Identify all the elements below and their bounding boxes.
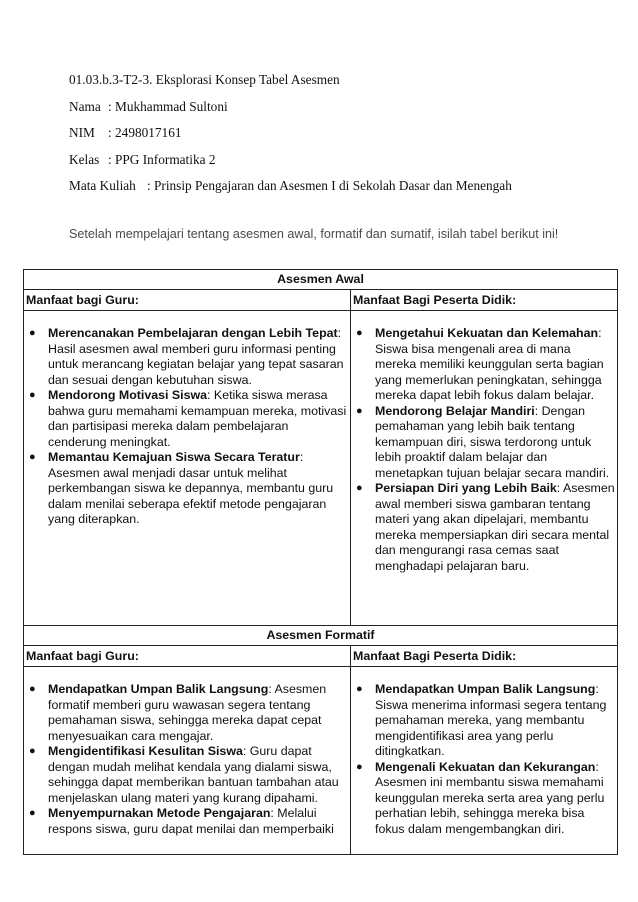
list-item — [24, 744, 348, 806]
guru-benefits-list — [24, 667, 350, 847]
guru-benefits-list — [24, 311, 350, 538]
section-title: Asesmen Formatif — [24, 626, 618, 646]
siswa-benefits-list — [351, 667, 617, 847]
section-title: Asesmen Awal — [24, 270, 618, 290]
nim-label: NIM — [69, 125, 95, 140]
bullet-icon: ● — [29, 451, 36, 463]
item-bold: Mengenali Kekuatan dan Kekurangan — [375, 759, 596, 774]
item-bold: Mendapatkan Umpan Balik Langsung — [48, 682, 269, 696]
item-bold: Persiapan Diri yang Lebih Baik — [375, 481, 557, 495]
item-text: : Asesmen formatif memberi guru wawasan segera tentang pemahaman siswa, sehingga mereka dapat cepat menyesuaikan cara mengajar. — [48, 682, 327, 743]
assessment-table — [23, 269, 618, 855]
item-bold: Mengidentifikasi Kesulitan Siswa — [48, 744, 243, 758]
bullet-icon: ● — [29, 807, 36, 819]
bullet-icon: ● — [356, 683, 363, 695]
kelas-value: : PPG Informatika 2 — [108, 151, 216, 167]
benefits-row — [24, 667, 618, 855]
document-title: 01.03.b.3-T2-3. Eksplorasi Konsep Tabel Asesmen — [69, 72, 340, 87]
item-bold: Merencanakan Pembelajaran dengan Lebih Tepat — [48, 326, 338, 340]
bullet-icon: ● — [29, 389, 36, 401]
item-bold: Mendapatkan Umpan Balik Langsung — [375, 682, 596, 696]
item-text: : Asesmen awal memberi siswa gambaran tentang materi yang akan dipelajari, membantu mereka mempersiapkan diri secara mental dan mengurangi rasa cemas saat menghadapi pelajaran baru. — [375, 481, 615, 573]
list-item — [351, 760, 615, 838]
nama-line — [69, 97, 512, 124]
guru-heading: Manfaat bagi Guru: — [24, 290, 351, 311]
section-header-row — [24, 626, 618, 646]
item-text: : Asesmen awal menjadi dasar untuk melihat perkembangan siswa ke depannya, membantu guru dalam menilai seberapa efektif metode pengajaran yang diterapkan. — [48, 450, 334, 526]
nim-value: : 2498017161 — [108, 125, 182, 140]
list-item — [351, 404, 615, 482]
siswa-benefits-list — [351, 311, 617, 584]
list-item — [351, 682, 615, 760]
guru-benefits-cell — [24, 667, 351, 855]
siswa-benefits-cell — [351, 667, 618, 855]
list-item — [24, 388, 348, 450]
item-text: : Siswa menerima informasi segera tentang pemahaman mereka, yang membantu mengidentifikasi area yang perlu ditingkatkan. — [375, 682, 607, 758]
column-header-row — [24, 290, 618, 311]
instruction-text: Setelah mempelajari tentang asesmen awal, formatif dan sumatif, isilah tabel berikut ini! — [69, 227, 559, 241]
list-item — [351, 481, 615, 574]
mata-kuliah-line — [69, 176, 512, 203]
item-text: : Guru dapat dengan mudah melihat kendala yang dialami siswa, sehingga dapat memberikan bantuan tambahan atau menjelaskan ulang materi yang kurang dipahami. — [48, 744, 339, 805]
guru-benefits-cell — [24, 311, 351, 626]
siswa-heading: Manfaat Bagi Peserta Didik: — [351, 290, 618, 311]
list-item — [24, 326, 348, 388]
siswa-benefits-cell — [351, 311, 618, 626]
list-item — [24, 682, 348, 744]
bullet-icon: ● — [29, 683, 36, 695]
bullet-icon: ● — [29, 327, 36, 339]
nama-value: : Mukhammad Sultoni — [108, 98, 228, 114]
mata-kuliah-label: Mata Kuliah — [69, 178, 136, 193]
bullet-icon: ● — [29, 745, 36, 757]
bullet-icon: ● — [356, 327, 363, 339]
nama-label: Nama — [69, 98, 101, 114]
item-text: : Hasil asesmen awal memberi guru informasi penting untuk merancang kegiatan belajar yang tepat sasaran dan sesuai dengan kebutuhan siswa. — [48, 326, 344, 387]
bullet-icon: ● — [356, 404, 363, 417]
benefits-row — [24, 311, 618, 626]
bullet-icon: ● — [356, 760, 363, 773]
section-header-row — [24, 270, 618, 290]
item-bold: Mendorong Motivasi Siswa — [48, 388, 208, 402]
item-text: : Melalui respons siswa, guru dapat menilai dan memperbaiki — [48, 806, 334, 836]
item-bold: Mengetahui Kekuatan dan Kelemahan — [375, 326, 599, 340]
list-item — [24, 806, 348, 837]
bullet-icon: ● — [356, 482, 363, 494]
nim-line — [69, 123, 512, 150]
column-header-row — [24, 646, 618, 667]
item-bold: Memantau Kemajuan Siswa Secara Teratur — [48, 450, 300, 464]
siswa-heading: Manfaat Bagi Peserta Didik: — [351, 646, 618, 667]
kelas-line — [69, 150, 512, 177]
item-text: : Siswa bisa mengenali area di mana mereka memiliki keunggulan serta bagian yang memerlukan peningkatan, sehingga mereka dapat lebih fokus dalam belajar. — [375, 326, 604, 402]
guru-heading: Manfaat bagi Guru: — [24, 646, 351, 667]
item-bold: Mendorong Belajar Mandiri — [375, 403, 535, 418]
list-item — [351, 326, 615, 404]
mata-kuliah-value: : Prinsip Pengajaran dan Asesmen I di Sekolah Dasar dan Menengah — [147, 178, 512, 193]
list-item — [24, 450, 348, 528]
kelas-label: Kelas — [69, 151, 100, 167]
item-text: : Ketika siswa merasa bahwa guru memahami kemampuan mereka, motivasi dan partisipasi mereka dalam pembelajaran cenderung meningkat. — [48, 388, 347, 449]
document-header — [69, 70, 512, 203]
item-text: : Dengan pemahaman yang lebih baik tentang kemampuan diri, siswa terdorong untuk lebih proaktif dalam belajar dan menetapkan tujuan belajar secara mandiri. — [375, 403, 610, 480]
item-text: : Asesmen ini membantu siswa memahami keunggulan mereka serta area yang perlu perhatian lebih, sehingga mereka bisa fokus dalam mengembangkan diri. — [375, 759, 605, 836]
item-bold: Menyempurnakan Metode Pengajaran — [48, 806, 271, 820]
